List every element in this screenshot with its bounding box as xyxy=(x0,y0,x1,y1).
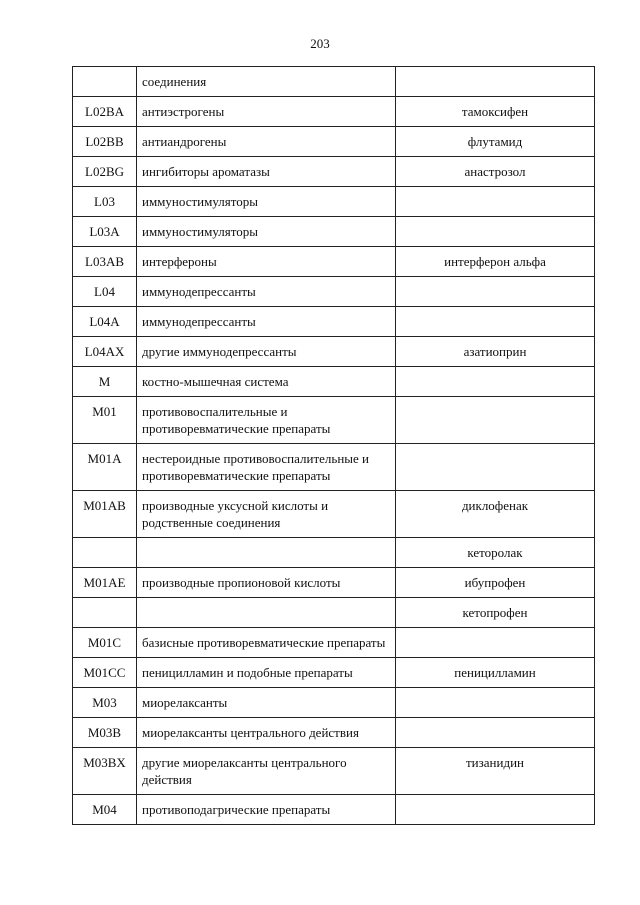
drug-name-cell xyxy=(396,628,595,658)
atc-code-cell xyxy=(73,598,137,628)
pharmacological-group-cell: нестероидные противовоспалительные и противоревматические препараты xyxy=(137,444,396,491)
pharmacological-group-cell: иммуностимуляторы xyxy=(137,217,396,247)
table-row xyxy=(73,688,595,718)
pharmacological-group-cell: миорелаксанты центрального действия xyxy=(137,718,396,748)
drug-name-cell xyxy=(396,307,595,337)
pharmacological-group-cell: другие иммунодепрессанты xyxy=(137,337,396,367)
atc-code-cell: L02BB xyxy=(73,127,137,157)
drug-name-cell: анастрозол xyxy=(396,157,595,187)
table-row xyxy=(73,718,595,748)
atc-code-cell: M04 xyxy=(73,795,137,825)
atc-code-cell: L03 xyxy=(73,187,137,217)
drug-name-cell: кеторолак xyxy=(396,538,595,568)
drug-name-cell xyxy=(396,187,595,217)
table-row xyxy=(73,187,595,217)
pharmacological-group-cell: пеницилламин и подобные препараты xyxy=(137,658,396,688)
atc-code-cell: L04 xyxy=(73,277,137,307)
atc-code-cell: M01C xyxy=(73,628,137,658)
table-row xyxy=(73,67,595,97)
pharmacological-group-cell: иммуностимуляторы xyxy=(137,187,396,217)
table-row xyxy=(73,337,595,367)
table-row xyxy=(73,157,595,187)
pharmacological-group-cell xyxy=(137,598,396,628)
drug-name-cell: кетопрофен xyxy=(396,598,595,628)
drug-name-cell xyxy=(396,718,595,748)
drug-name-cell: ибупрофен xyxy=(396,568,595,598)
drug-name-cell: азатиоприн xyxy=(396,337,595,367)
pharmacological-group-cell: противоподагрические препараты xyxy=(137,795,396,825)
table-row xyxy=(73,127,595,157)
table-row xyxy=(73,277,595,307)
atc-code-cell: M03B xyxy=(73,718,137,748)
atc-code-cell: L04AX xyxy=(73,337,137,367)
table-row xyxy=(73,795,595,825)
pharmacological-group-cell: производные уксусной кислоты и родственные соединения xyxy=(137,491,396,538)
table-body xyxy=(73,67,595,825)
atc-code-cell xyxy=(73,67,137,97)
drug-name-cell xyxy=(396,688,595,718)
pharmacological-group-cell: другие миорелаксанты центрального действия xyxy=(137,748,396,795)
pharmacological-group-cell: иммунодепрессанты xyxy=(137,277,396,307)
drug-name-cell xyxy=(396,277,595,307)
table-row xyxy=(73,397,595,444)
pharmacological-group-cell: интерфероны xyxy=(137,247,396,277)
drug-name-cell xyxy=(396,217,595,247)
table-row xyxy=(73,658,595,688)
drug-name-cell: интерферон альфа xyxy=(396,247,595,277)
table-row xyxy=(73,538,595,568)
drug-name-cell xyxy=(396,67,595,97)
table-row xyxy=(73,367,595,397)
pharmacological-group-cell: миорелаксанты xyxy=(137,688,396,718)
pharmacological-group-cell: костно-мышечная система xyxy=(137,367,396,397)
pharmacological-group-cell: соединения xyxy=(137,67,396,97)
atc-code-cell: M01A xyxy=(73,444,137,491)
table-row xyxy=(73,217,595,247)
atc-code-cell: L02BA xyxy=(73,97,137,127)
table-row xyxy=(73,97,595,127)
page-number: 203 xyxy=(310,36,330,51)
drug-name-cell xyxy=(396,397,595,444)
pharmacological-group-cell: ингибиторы ароматазы xyxy=(137,157,396,187)
pharmacological-group-cell: антиандрогены xyxy=(137,127,396,157)
atc-code-cell: M xyxy=(73,367,137,397)
atc-code-cell: L03A xyxy=(73,217,137,247)
atc-code-cell: L03AB xyxy=(73,247,137,277)
atc-code-cell: M01AB xyxy=(73,491,137,538)
drug-name-cell xyxy=(396,444,595,491)
drug-name-cell xyxy=(396,795,595,825)
pharmacological-group-cell: противовоспалительные и противоревматические препараты xyxy=(137,397,396,444)
atc-code-cell: M01CC xyxy=(73,658,137,688)
pharmacological-group-cell xyxy=(137,538,396,568)
atc-code-cell: M03 xyxy=(73,688,137,718)
atc-code-cell: M03BX xyxy=(73,748,137,795)
table-row xyxy=(73,491,595,538)
table-row xyxy=(73,444,595,491)
drug-name-cell: пеницилламин xyxy=(396,658,595,688)
table-row xyxy=(73,598,595,628)
drug-name-cell: тизанидин xyxy=(396,748,595,795)
pharmacological-group-cell: антиэстрогены xyxy=(137,97,396,127)
drug-name-cell xyxy=(396,367,595,397)
drug-name-cell: тамоксифен xyxy=(396,97,595,127)
pharmacological-group-cell: производные пропионовой кислоты xyxy=(137,568,396,598)
atc-code-cell: L02BG xyxy=(73,157,137,187)
table-row xyxy=(73,247,595,277)
atc-code-cell: L04A xyxy=(73,307,137,337)
table-row xyxy=(73,568,595,598)
drug-name-cell: флутамид xyxy=(396,127,595,157)
pharmacological-group-cell: иммунодепрессанты xyxy=(137,307,396,337)
pharmacological-group-cell: базисные противоревматические препараты xyxy=(137,628,396,658)
atc-code-cell: M01AE xyxy=(73,568,137,598)
atc-code-cell xyxy=(73,538,137,568)
table-row xyxy=(73,628,595,658)
drug-classification-table xyxy=(72,66,595,825)
atc-code-cell: M01 xyxy=(73,397,137,444)
table-row xyxy=(73,748,595,795)
table-row xyxy=(73,307,595,337)
drug-name-cell: диклофенак xyxy=(396,491,595,538)
